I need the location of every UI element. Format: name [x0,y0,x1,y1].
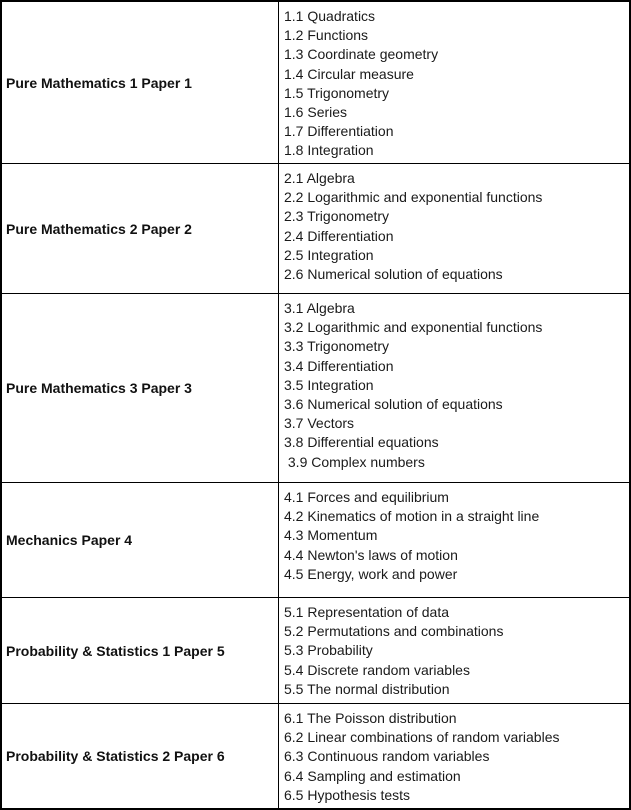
paper-name: Pure Mathematics 3 Paper 3 [6,380,192,396]
paper-name: Mechanics Paper 4 [6,532,133,548]
topic-item: 6.1 The Poisson distribution [284,710,457,726]
topics-cell [278,2,629,163]
topic-item: 2.2 Logarithmic and exponential functions [284,189,543,206]
paper-cell [2,483,278,597]
topic-item: 3.3 Trigonometry [284,338,390,355]
topic-item: 1.6 Series [284,104,348,121]
topic-item: 1.8 Integration [284,142,374,159]
topic-item: 4.3 Momentum [284,527,378,544]
topic-item: 2.5 Integration [284,246,374,263]
table-row [2,164,629,294]
topic-item: 2.3 Trigonometry [284,208,390,225]
topic-item: 3.8 Differential equations [284,434,439,451]
topic-item: 6.5 Hypothesis tests [284,786,411,803]
topic-item: 5.3 Probability [284,642,373,659]
topic-item: 5.1 Representation of data [284,604,450,620]
topic-item: 5.5 The normal distribution [284,680,450,697]
paper-name: Pure Mathematics 2 Paper 2 [6,220,192,237]
topic-item: 3.7 Vectors [284,415,355,432]
table-row [2,294,629,483]
topic-item: 2.1 Algebra [284,170,355,186]
topic-item: 1.7 Differentiation [284,123,394,140]
paper-name: Pure Mathematics 1 Paper 1 [6,74,192,91]
topic-item: 3.9 Complex numbers [284,453,425,470]
table-row [2,483,629,598]
topic-item: 4.5 Energy, work and power [284,565,458,582]
topic-item: 5.2 Permutations and combinations [284,623,504,640]
paper-cell [2,598,278,703]
topic-item: 1.5 Trigonometry [284,84,390,101]
paper-name: Probability & Statistics 2 Paper 6 [6,748,225,764]
topic-item: 4.4 Newton's laws of motion [284,546,458,563]
topic-item: 5.4 Discrete random variables [284,661,470,678]
topic-item: 1.2 Functions [284,27,369,44]
table-row [2,598,629,704]
topic-item: 6.3 Continuous random variables [284,748,490,765]
topic-item: 1.1 Quadratics [284,8,376,24]
topic-item: 3.2 Logarithmic and exponential functions [284,319,543,336]
topic-item: 1.3 Coordinate geometry [284,46,439,63]
paper-cell [2,164,278,293]
topic-item: 2.6 Numerical solution of equations [284,266,503,283]
topic-item: 3.6 Numerical solution of equations [284,396,503,413]
topic-item: 6.4 Sampling and estimation [284,767,461,784]
table-row [2,2,629,164]
topic-item: 1.4 Circular measure [284,65,414,82]
topics-cell [278,483,629,597]
table-row [2,704,629,808]
topic-item: 2.4 Differentiation [284,227,394,244]
paper-cell [2,704,278,808]
topic-item: 3.5 Integration [284,376,374,393]
paper-cell [2,2,278,163]
paper-name: Probability & Statistics 1 Paper 5 [6,642,225,659]
paper-cell [2,294,278,482]
topics-cell [278,294,629,482]
topics-cell [278,704,629,808]
topic-item: 4.1 Forces and equilibrium [284,489,449,505]
topic-item: 6.2 Linear combinations of random variables [284,729,560,746]
topics-cell [278,164,629,293]
topics-cell [278,598,629,703]
topic-item: 4.2 Kinematics of motion in a straight line [284,508,540,525]
topic-item: 3.4 Differentiation [284,357,394,374]
topic-item: 3.1 Algebra [284,300,355,316]
